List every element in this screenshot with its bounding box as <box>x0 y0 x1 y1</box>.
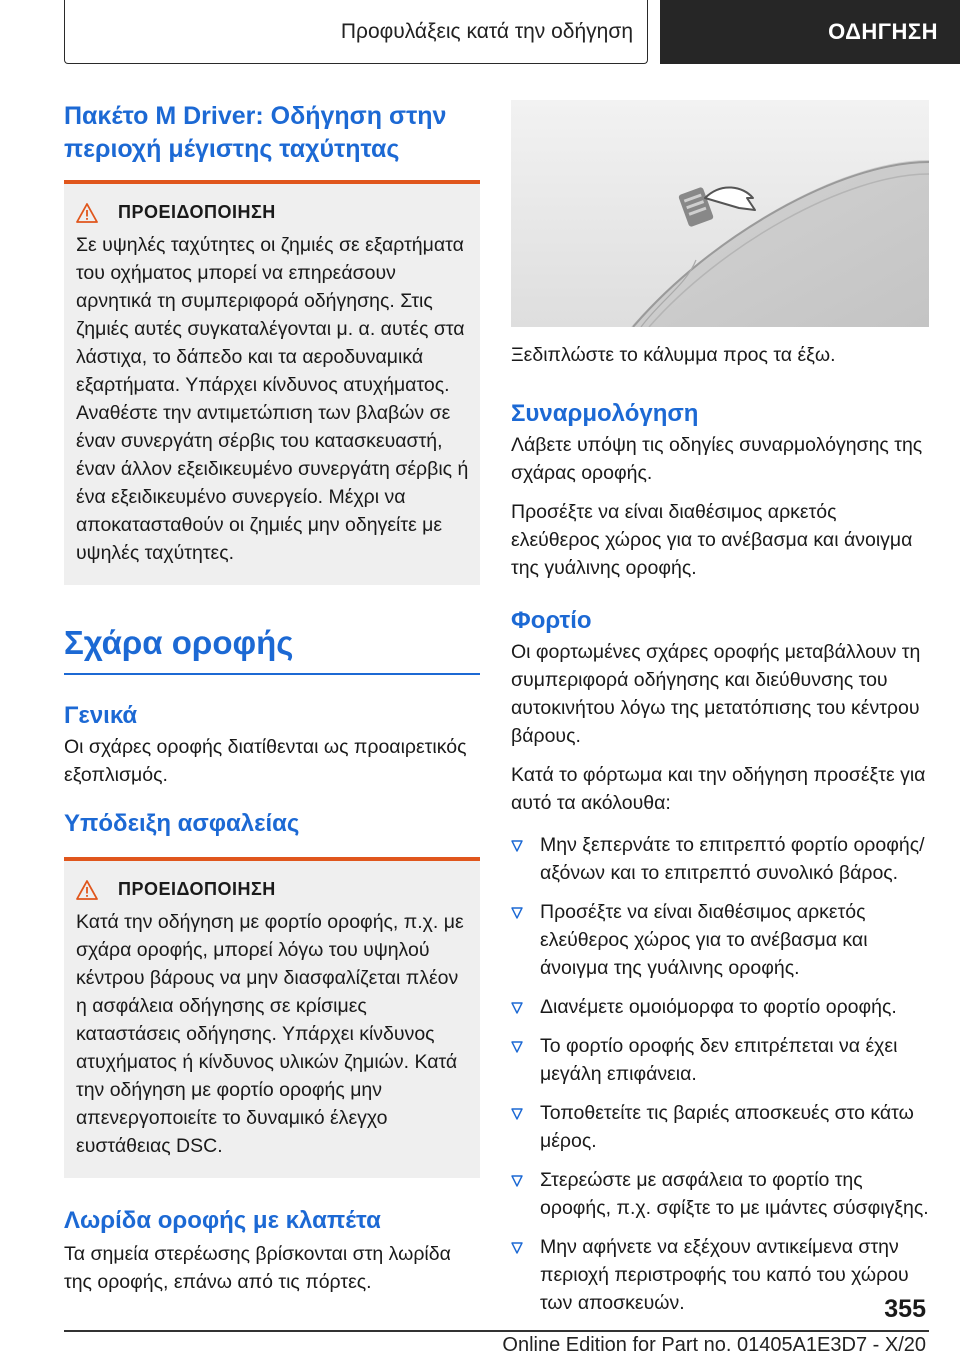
warning-title: ΠΡΟΕΙΔΟΠΟΙΗΣΗ <box>118 202 276 222</box>
warning-box-speed <box>64 180 480 585</box>
mdriver-heading: Πακέτο M Driver: Οδήγηση στην περιοχή μέγιστης ταχύτητας <box>64 102 447 163</box>
left-column <box>64 100 480 1296</box>
heading-rule <box>64 673 480 675</box>
assembly-text-1: Λάβετε υπόψη τις οδηγίες συναρμολόγησης της σχάρας οροφής. <box>511 434 923 484</box>
chapter-tab: ΟΔΗΓΗΣΗ <box>660 0 960 64</box>
general-heading: Γενικά <box>64 702 138 729</box>
warning-text: Κατά την οδήγηση με φορτίο οροφής, π.χ. με σχάρα οροφής, μπορεί λόγω του υψηλού κέντρου βάρους να μην διασφαλίζεται πλέον η ασφάλεια οδήγησης σε κρίσιμες καταστάσεις οδήγησης. Υπάρχει κίνδυνος ατυχήματος ή κίνδυνος υλικών ζημιών. Κατά την οδήγηση με φορτίο οροφής μην απενεργοποιείτε το δυναμικό έλεγχο ευστάθειας DSC. <box>76 911 464 1157</box>
warning-text: Σε υψηλές ταχύτητες οι ζημιές σε εξαρτήματα του οχήματος μπορεί να επηρεάσουν αρνητικά τη συμπεριφορά οδήγησης. Στις ζημιές αυτές συγκαταλέγονται μ. α. αυτές στα λάστιχα, το δάπεδο και τα αεροδυναμικά εξαρτήματα. Υπάρχει κίνδυνος ατυχήματος. Αναθέστε την αντιμετώπιση των βλαβών σε έναν συνεργάτη σέρβις του κατασκευαστή, έναν άλλον εξειδικευμένο συνεργάτη σέρβις ή ένα εξειδικευμένο συνεργείο. Μέχρι να αποκατασταθούν οι ζημιές μην οδηγείτε με υψηλές ταχύτητες. <box>76 234 469 564</box>
list-item: Μην ξεπερνάτε το επιτρεπτό φορτίο οροφής/αξόνων και το επιτρεπτό συνολικό βάρος. <box>511 831 929 887</box>
roof-strip-text: Τα σημεία στερέωσης βρίσκονται στη λωρίδα της οροφής, επάνω από τις πόρτες. <box>64 1243 451 1293</box>
assembly-heading: Συναρμολόγηση <box>511 400 699 427</box>
roof-cover-illustration <box>511 100 929 327</box>
load-heading: Φορτίο <box>511 607 592 634</box>
list-item: Το φορτίο οροφής δεν επιτρέπεται να έχει μεγάλη επιφάνεια. <box>511 1032 929 1088</box>
list-item: Στερεώστε με ασφάλεια το φορτίο της οροφής, π.χ. σφίξτε το με ιμάντες σύσφιγξης. <box>511 1166 929 1222</box>
right-column <box>511 100 929 1328</box>
page-number: 355 <box>884 1295 926 1323</box>
list-item: Προσέξτε να είναι διαθέσιμος αρκετός ελεύθερος χώρος για το ανέβασμα και άνοιγμα της γυάλινης οροφής. <box>511 898 929 982</box>
triangle-bullet-icon <box>511 1108 523 1120</box>
list-item: Μην αφήνετε να εξέχουν αντικείμενα στην περιοχή περιστροφής του καπό του χώρου των αποσκευών. <box>511 1233 929 1317</box>
load-text-1: Οι φορτωμένες σχάρες οροφής μεταβάλλουν τη συμπεριφορά οδήγησης και διεύθυνσης του αυτοκινήτου λόγω της μετατόπισης του κέντρου βάρους. <box>511 641 921 747</box>
roof-rack-heading: Σχάρα οροφής <box>64 624 294 661</box>
list-item: Διανέμετε ομοιόμορφα το φορτίο οροφής. <box>511 993 929 1021</box>
triangle-bullet-icon <box>511 1041 523 1053</box>
warning-title: ΠΡΟΕΙΔΟΠΟΙΗΣΗ <box>118 879 276 899</box>
assembly-text-2: Προσέξτε να είναι διαθέσιμος αρκετός ελεύθερος χώρος για το ανέβασμα και άνοιγμα της γυάλινης οροφής. <box>511 501 913 579</box>
triangle-bullet-icon <box>511 840 523 852</box>
load-text-2: Κατά το φόρτωμα και την οδήγηση προσέξτε για αυτό τα ακόλουθα: <box>511 764 926 814</box>
warning-box-roof-load <box>64 857 480 1178</box>
safety-heading: Υπόδειξη ασφαλείας <box>64 810 300 837</box>
warning-triangle-icon <box>76 203 98 223</box>
triangle-bullet-icon <box>511 907 523 919</box>
section-tab: Προφυλάξεις κατά την οδήγηση <box>64 0 648 64</box>
warning-triangle-icon <box>76 880 98 900</box>
photo-caption: Ξεδιπλώστε το κάλυμμα προς τα έξω. <box>511 344 836 366</box>
general-text: Οι σχάρες οροφής διατίθενται ως προαιρετικός εξοπλισμός. <box>64 736 467 786</box>
triangle-bullet-icon <box>511 1002 523 1014</box>
list-item: Τοποθετείτε τις βαριές αποσκευές στο κάτω μέρος. <box>511 1099 929 1155</box>
triangle-bullet-icon <box>511 1242 523 1254</box>
roof-cover-photo <box>511 100 929 327</box>
edition-footer: Online Edition for Part no. 01405A1E3D7 - X/20 <box>502 1334 926 1356</box>
page-header <box>0 0 960 66</box>
load-bullet-list <box>511 831 929 1317</box>
roof-strip-heading: Λωρίδα οροφής με κλαπέτα <box>64 1207 381 1234</box>
triangle-bullet-icon <box>511 1175 523 1187</box>
footer-divider <box>64 1330 929 1332</box>
